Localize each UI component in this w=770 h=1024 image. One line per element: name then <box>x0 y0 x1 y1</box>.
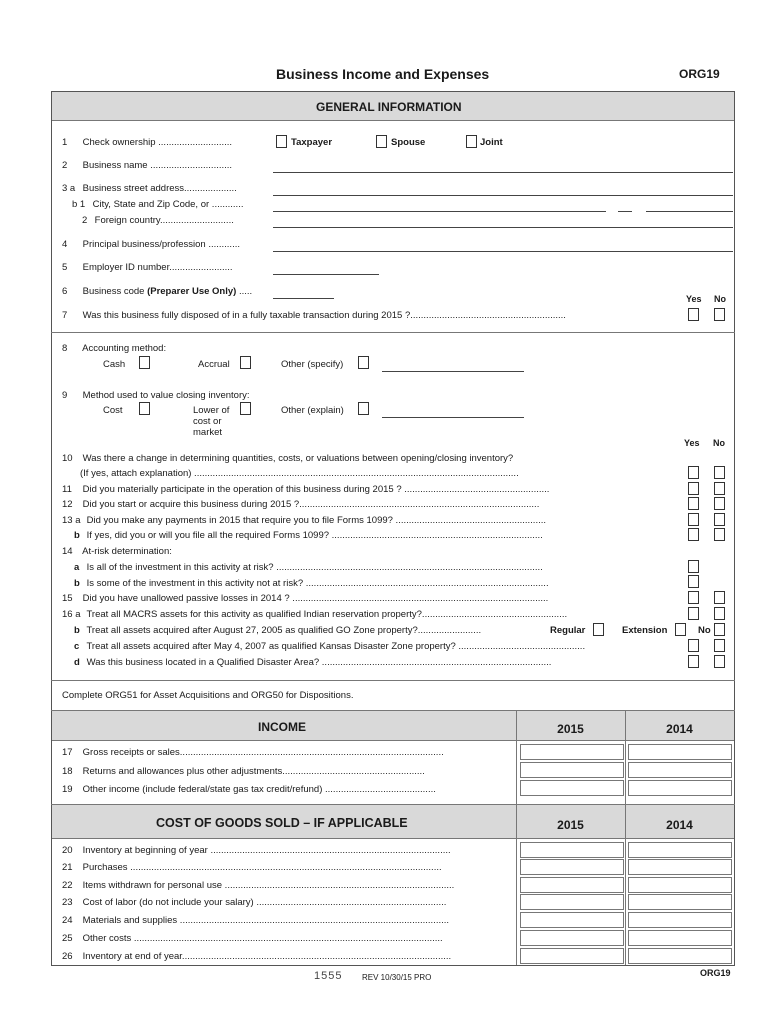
income-heading: INCOME <box>258 720 306 734</box>
q14a-label: Is all of the investment in this activity at risk? ..................................................................................................... <box>86 562 543 573</box>
cogs-row-label: Inventory at beginning of year ........................................................................................... <box>82 845 451 856</box>
q13b-no-checkbox[interactable] <box>714 528 725 541</box>
other-explain-label: Other (explain) <box>281 405 344 416</box>
cogs-2015-cell[interactable] <box>520 948 624 964</box>
q16b-row <box>74 625 481 636</box>
disposed-row <box>62 310 566 321</box>
cogs-2015-cell[interactable] <box>520 859 624 875</box>
income-2015-cell[interactable] <box>520 762 624 778</box>
row-number: c <box>74 641 80 652</box>
income-row <box>62 784 436 795</box>
row-number: b <box>74 578 80 589</box>
cogs-2015-cell[interactable] <box>520 930 624 946</box>
row-number: 1 <box>62 137 68 148</box>
ein-label: Employer ID number........................ <box>82 262 233 273</box>
row-number: 26 <box>62 951 73 962</box>
row-number: 10 <box>62 453 73 464</box>
cogs-2014-cell[interactable] <box>628 948 732 964</box>
q11-row <box>62 484 549 495</box>
extension-label: Extension <box>622 625 668 636</box>
q16c-no-checkbox[interactable] <box>714 639 725 652</box>
cogs-row-label: Items withdrawn for personal use ....................................................................................... <box>82 880 455 891</box>
cash-label: Cash <box>103 359 126 370</box>
q16c-row <box>74 641 585 652</box>
foreign-row <box>82 215 234 226</box>
q16d-row <box>74 657 551 668</box>
cash-checkbox[interactable] <box>139 356 150 369</box>
row-number: 2 <box>62 160 68 171</box>
business-name-field[interactable] <box>273 172 733 173</box>
row-number: 3 a <box>62 183 76 194</box>
q14b-label: Is some of the investment in this activity not at risk? ............................................................................................ <box>86 578 549 589</box>
q15-row <box>62 593 548 604</box>
other-specify-field[interactable] <box>382 371 524 372</box>
q16a-label: Treat all MACRS assets for this activity as qualified Indian reservation property?....................................................... <box>86 609 568 620</box>
q12-row <box>62 499 539 510</box>
business-code-field[interactable] <box>273 298 334 299</box>
row-number: 7 <box>62 310 68 321</box>
q11-yes-checkbox[interactable] <box>688 482 699 495</box>
income-2014-cell[interactable] <box>628 762 732 778</box>
q14a-yes-checkbox[interactable] <box>688 560 699 573</box>
cogs-row <box>62 951 451 962</box>
foreign-field[interactable] <box>273 227 733 228</box>
row-number: 17 <box>62 747 73 758</box>
foreign-label: Foreign country............................ <box>94 215 234 226</box>
cogs-row <box>62 845 451 856</box>
market-label: market <box>193 427 223 438</box>
q15-yes-checkbox[interactable] <box>688 591 699 604</box>
taxpayer-checkbox[interactable] <box>276 135 287 148</box>
income-col-2014: 2014 <box>666 722 693 736</box>
other-specify-checkbox[interactable] <box>358 356 369 369</box>
income-2015-cell[interactable] <box>520 744 624 760</box>
cogs-2014-cell[interactable] <box>628 859 732 875</box>
income-row <box>62 766 425 777</box>
business-name-label: Business name ............................... <box>82 160 233 171</box>
taxpayer-label: Taxpayer <box>291 137 333 148</box>
row-number: b <box>74 530 80 541</box>
cost-checkbox[interactable] <box>139 402 150 415</box>
row-number: 25 <box>62 933 73 944</box>
divider <box>51 680 735 681</box>
other-explain-checkbox[interactable] <box>358 402 369 415</box>
footer-form-id: ORG19 <box>700 968 731 978</box>
row-number: d <box>74 657 80 668</box>
row-number: 21 <box>62 862 73 873</box>
code-label-post: ..... <box>236 286 253 297</box>
q13a-label: Did you make any payments in 2015 that require you to file Forms 1099? ......................................................... <box>86 515 547 526</box>
street-label: Business street address.................... <box>82 183 237 194</box>
income-2014-cell[interactable] <box>628 780 732 796</box>
row-number: 16 a <box>62 609 81 620</box>
regular-label: Regular <box>550 625 586 636</box>
q12-label: Did you start or acquire this business during 2015 ?........................................................................................... <box>82 499 540 510</box>
cogs-2015-cell[interactable] <box>520 894 624 910</box>
cogs-row <box>62 915 449 926</box>
yes-header: Yes <box>684 438 700 448</box>
cogs-col-2014: 2014 <box>666 818 693 832</box>
q10-label: Was there a change in determining quantities, costs, or valuations between opening/closing inventory? <box>82 453 514 464</box>
q13a-no-checkbox[interactable] <box>714 513 725 526</box>
cogs-2014-cell[interactable] <box>628 894 732 910</box>
other-explain-field[interactable] <box>382 417 524 418</box>
joint-label: Joint <box>480 137 503 148</box>
extension-checkbox[interactable] <box>675 623 686 636</box>
q15-no-checkbox[interactable] <box>714 591 725 604</box>
q10-yes-checkbox[interactable] <box>688 466 699 479</box>
inventory-method-label: Method used to value closing inventory: <box>82 390 250 401</box>
cogs-2014-cell[interactable] <box>628 912 732 928</box>
complete-note: Complete ORG51 for Asset Acquisitions and ORG50 for Dispositions. <box>62 690 354 701</box>
cost-label: Cost <box>103 405 123 416</box>
code-label-bold: (Preparer Use Only) <box>147 286 237 297</box>
cogs-row <box>62 933 443 944</box>
income-row-label: Returns and allowances plus other adjustments...................................................... <box>82 766 425 777</box>
ein-field[interactable] <box>273 274 379 275</box>
cogs-2014-cell[interactable] <box>628 877 732 893</box>
row-number: 24 <box>62 915 73 926</box>
q13b-yes-checkbox[interactable] <box>688 528 699 541</box>
row-number: 18 <box>62 766 73 777</box>
disposed-label: Was this business fully disposed of in a fully taxable transaction during 2015 ?........................................................... <box>82 310 566 321</box>
cogs-row <box>62 897 446 908</box>
inventory-method-row <box>62 390 250 401</box>
income-col-2015: 2015 <box>557 722 584 736</box>
cogs-2015-cell[interactable] <box>520 912 624 928</box>
cogs-col-2015: 2015 <box>557 818 584 832</box>
cogs-row-label: Purchases ...................................................................................................................... <box>82 862 442 873</box>
divider <box>51 332 735 333</box>
state-field[interactable] <box>618 211 632 212</box>
cogs-row-label: Materials and supplies ...................................................................................................... <box>82 915 450 926</box>
row-number: 6 <box>62 286 68 297</box>
q10b-row <box>80 468 519 479</box>
q12-no-checkbox[interactable] <box>714 497 725 510</box>
q10b-label: (If yes, attach explanation) ........................................................................................................................... <box>80 468 519 479</box>
city-row <box>72 199 243 210</box>
cost-or-label: cost or <box>193 416 222 427</box>
city-label: City, State and Zip Code, or ............ <box>92 199 244 210</box>
row-number: b 1 <box>72 199 86 210</box>
q10-no-checkbox[interactable] <box>714 466 725 479</box>
cogs-2014-cell[interactable] <box>628 930 732 946</box>
row-number: a <box>74 562 80 573</box>
principal-row <box>62 239 240 250</box>
ein-row <box>62 262 233 273</box>
page-number: 1555 <box>314 970 343 982</box>
lower-of-checkbox[interactable] <box>240 402 251 415</box>
cogs-2015-cell[interactable] <box>520 842 624 858</box>
q16d-yes-checkbox[interactable] <box>688 655 699 668</box>
principal-label: Principal business/profession ............ <box>82 239 240 250</box>
accounting-row <box>62 343 166 354</box>
cogs-2015-cell[interactable] <box>520 877 624 893</box>
regular-checkbox[interactable] <box>593 623 604 636</box>
street-field[interactable] <box>273 195 733 196</box>
row-number: 12 <box>62 499 73 510</box>
row-number: 14 <box>62 546 73 557</box>
row-number: 5 <box>62 262 68 273</box>
q16b-no-checkbox[interactable] <box>714 623 725 636</box>
q16b-label: Treat all assets acquired after August 27, 2005 as qualified GO Zone property?........................ <box>86 625 482 636</box>
ownership-row <box>62 137 232 148</box>
q16c-label: Treat all assets acquired after May 4, 2007 as qualified Kansas Disaster Zone property? ................................................ <box>86 641 586 652</box>
form-title: Business Income and Expenses <box>276 66 490 82</box>
row-number: 23 <box>62 897 73 908</box>
accrual-checkbox[interactable] <box>240 356 251 369</box>
row-number: 9 <box>62 390 68 401</box>
q13b-row <box>74 530 543 541</box>
income-row <box>62 747 444 758</box>
row-number: 20 <box>62 845 73 856</box>
joint-checkbox[interactable] <box>466 135 477 148</box>
form-id: ORG19 <box>679 67 720 81</box>
q10-row <box>62 453 513 464</box>
q14-label: At-risk determination: <box>82 546 172 557</box>
q15-label: Did you have unallowed passive losses in 2014 ? ................................................................................................. <box>82 593 549 604</box>
q13a-yes-checkbox[interactable] <box>688 513 699 526</box>
business-code-row <box>62 286 252 297</box>
row-number: 15 <box>62 593 73 604</box>
q16a-row <box>62 609 567 620</box>
q11-label: Did you materially participate in the operation of this business during 2015 ? ....................................................... <box>82 484 550 495</box>
q11-no-checkbox[interactable] <box>714 482 725 495</box>
accrual-label: Accrual <box>198 359 230 370</box>
city-field[interactable] <box>273 211 606 212</box>
q14b-row <box>74 578 549 589</box>
cogs-heading: COST OF GOODS SOLD – IF APPLICABLE <box>156 816 408 830</box>
q16d-label: Was this business located in a Qualified Disaster Area? ....................................................................................... <box>86 657 552 668</box>
q14-row <box>62 546 172 557</box>
row-number: 19 <box>62 784 73 795</box>
accounting-label: Accounting method: <box>82 343 167 354</box>
cogs-row-label: Cost of labor (do not include your salary) ........................................................................ <box>82 897 447 908</box>
zip-field[interactable] <box>646 211 733 212</box>
row-number: 4 <box>62 239 68 250</box>
income-row-label: Gross receipts or sales.................................................................................................... <box>82 747 444 758</box>
yes-header: Yes <box>686 294 702 304</box>
revision: REV 10/30/15 PRO <box>362 973 432 982</box>
spouse-checkbox[interactable] <box>376 135 387 148</box>
principal-field[interactable] <box>273 251 733 252</box>
q13a-row <box>62 515 546 526</box>
spouse-label: Spouse <box>391 137 426 148</box>
general-info-heading: GENERAL INFORMATION <box>316 100 462 114</box>
business-name-row <box>62 160 232 171</box>
income-row-label: Other income (include federal/state gas tax credit/refund) .......................................... <box>82 784 436 795</box>
cogs-row <box>62 862 442 873</box>
row-number: 11 <box>62 484 72 495</box>
disposed-yes-checkbox[interactable] <box>688 308 699 321</box>
cogs-2014-cell[interactable] <box>628 842 732 858</box>
row-number: b <box>74 625 80 636</box>
other-specify-label: Other (specify) <box>281 359 344 370</box>
q12-yes-checkbox[interactable] <box>688 497 699 510</box>
q14b-yes-checkbox[interactable] <box>688 575 699 588</box>
q13b-label: If yes, did you or will you file all the required Forms 1099? ................................................................................ <box>86 530 543 541</box>
income-2015-cell[interactable] <box>520 780 624 796</box>
q16b-no-label: No <box>698 625 711 636</box>
q16d-no-checkbox[interactable] <box>714 655 725 668</box>
no-header: No <box>713 438 725 448</box>
no-header: No <box>714 294 726 304</box>
code-label-pre: Business code <box>82 286 148 297</box>
lower-of-label: Lower of <box>193 405 230 416</box>
q16c-yes-checkbox[interactable] <box>688 639 699 652</box>
disposed-no-checkbox[interactable] <box>714 308 725 321</box>
income-2014-cell[interactable] <box>628 744 732 760</box>
row-number: 8 <box>62 343 68 354</box>
q16a-yes-checkbox[interactable] <box>688 607 699 620</box>
cogs-row-label: Other costs ..................................................................................................................... <box>82 933 443 944</box>
q14a-row <box>74 562 543 573</box>
row-number: 2 <box>82 215 88 226</box>
row-number: 13 a <box>62 515 81 526</box>
street-row <box>62 183 237 194</box>
cogs-row <box>62 880 454 891</box>
row-number: 22 <box>62 880 73 891</box>
ownership-label: Check ownership ............................ <box>82 137 233 148</box>
q16a-no-checkbox[interactable] <box>714 607 725 620</box>
cogs-row-label: Inventory at end of year...................................................................................................... <box>82 951 452 962</box>
